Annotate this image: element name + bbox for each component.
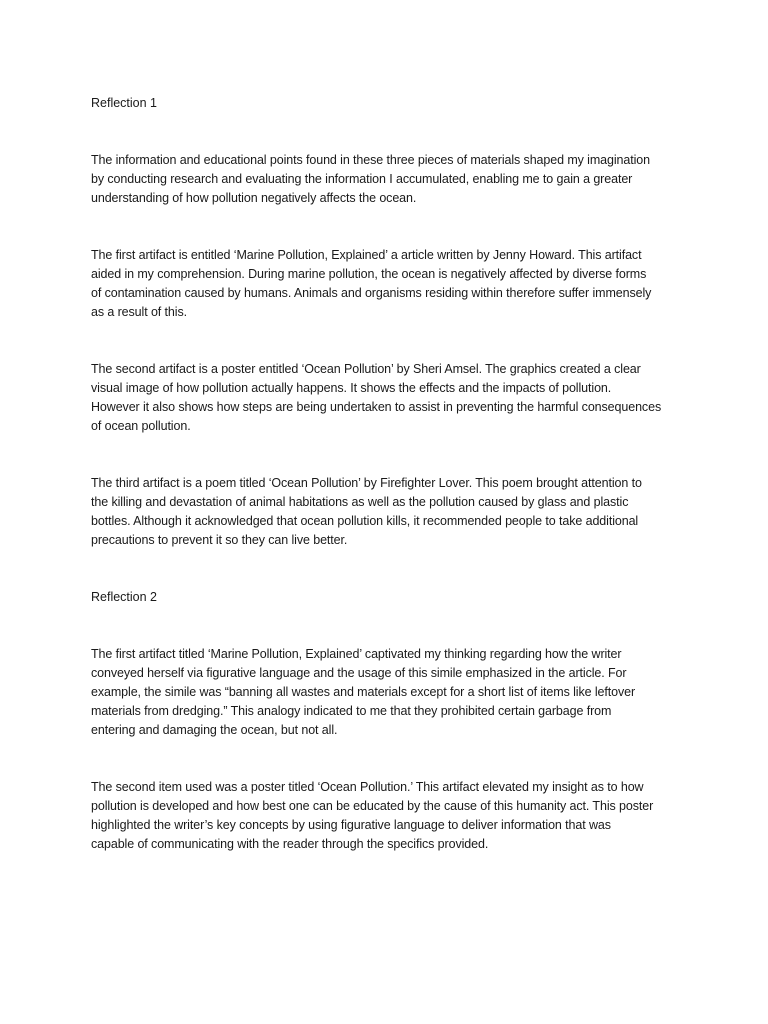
reflection-2-paragraph-second-item — [91, 778, 691, 854]
text-line: understanding of how pollution negatively affects the ocean. — [91, 191, 417, 205]
text-line: of ocean pollution. — [91, 419, 191, 433]
text-line: example, the simile was “banning all wastes and materials except for a short list of items like leftover — [91, 685, 636, 699]
text-line: However it also shows how steps are being undertaken to assist in preventing the harmful consequences — [91, 400, 662, 414]
text-line: by conducting research and evaluating the information I accumulated, enabling me to gain a greater — [91, 172, 633, 186]
text-line: The first artifact titled ‘Marine Pollution, Explained’ captivated my thinking regarding how the writer — [91, 647, 622, 661]
text-line: The second artifact is a poster entitled ‘Ocean Pollution’ by Sheri Amsel. The graphics created a clear — [91, 362, 641, 376]
reflection-1-paragraph-third-artifact — [91, 474, 691, 550]
text-line: highlighted the writer’s key concepts by using figurative language to deliver information that was — [91, 818, 611, 832]
text-line: of contamination caused by humans. Animals and organisms residing within therefore suffer immensely — [91, 286, 652, 300]
text-line: conveyed herself via figurative language and the usage of this simile emphasized in the article. For — [91, 666, 627, 680]
text-line: pollution is developed and how best one can be educated by the cause of this humanity act. This poster — [91, 799, 654, 813]
reflection-1-heading: Reflection 1 — [91, 96, 158, 110]
reflection-1-paragraph-first-artifact — [91, 246, 691, 322]
text-line: precautions to prevent it so they can live better. — [91, 533, 348, 547]
text-line: the killing and devastation of animal habitations as well as the pollution caused by glass and plastic — [91, 495, 629, 509]
reflection-2-heading: Reflection 2 — [91, 590, 158, 604]
reflection-1-paragraph-second-artifact — [91, 360, 691, 436]
reflection-1-paragraph-intro — [91, 151, 691, 208]
text-line: The second item used was a poster titled ‘Ocean Pollution.’ This artifact elevated my insight as to how — [91, 780, 644, 794]
reflection-2-paragraph-first-artifact — [91, 645, 691, 740]
text-line: entering and damaging the ocean, but not all. — [91, 723, 338, 737]
text-line: The first artifact is entitled ‘Marine Pollution, Explained’ a article written by Jenny Howard. This artifact — [91, 248, 642, 262]
text-line: as a result of this. — [91, 305, 187, 319]
text-line: visual image of how pollution actually happens. It shows the effects and the impacts of pollution. — [91, 381, 612, 395]
text-line: The third artifact is a poem titled ‘Ocean Pollution’ by Firefighter Lover. This poem brought attention to — [91, 476, 642, 490]
text-line: aided in my comprehension. During marine pollution, the ocean is negatively affected by diverse forms — [91, 267, 647, 281]
text-line: The information and educational points found in these three pieces of materials shaped my imagination — [91, 153, 650, 167]
text-line: capable of communicating with the reader through the specifics provided. — [91, 837, 489, 851]
text-line: materials from dredging.” This analogy indicated to me that they prohibited certain garbage from — [91, 704, 612, 718]
text-line: bottles. Although it acknowledged that ocean pollution kills, it recommended people to take additional — [91, 514, 639, 528]
document-body — [91, 94, 691, 892]
